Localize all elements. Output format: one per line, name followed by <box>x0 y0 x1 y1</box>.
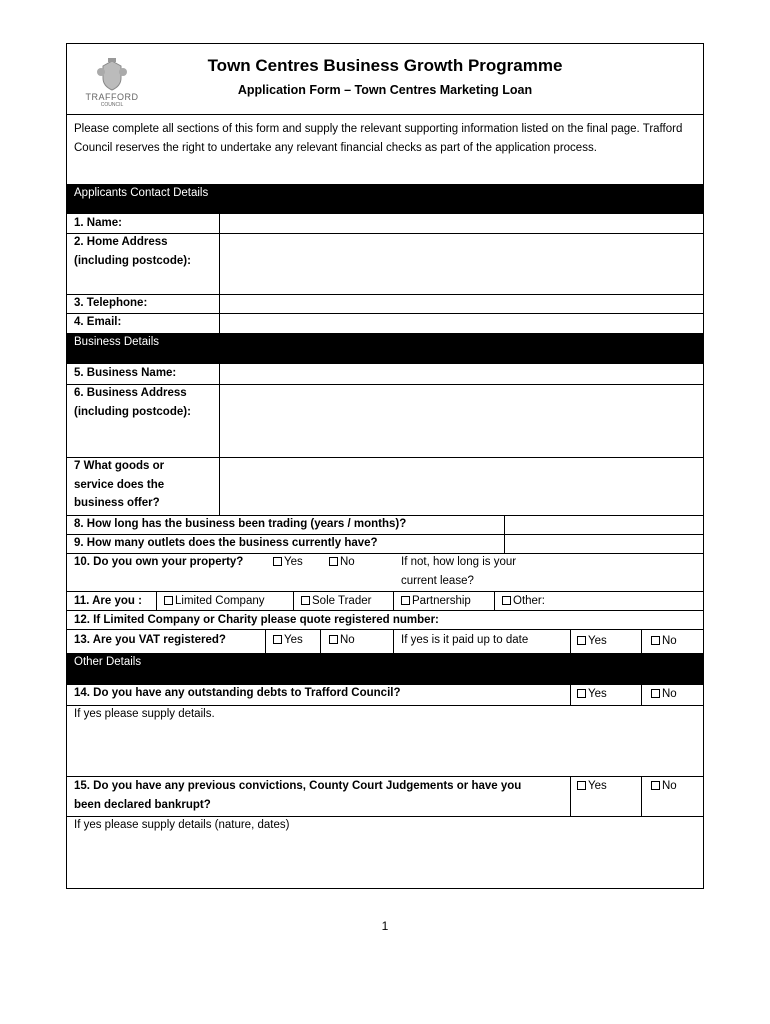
debts-details-field[interactable] <box>67 724 703 776</box>
vat-yes-checkbox[interactable]: Yes <box>273 631 303 650</box>
email-label: 4. Email: <box>74 316 122 328</box>
checkbox-icon <box>502 596 511 605</box>
checkbox-icon <box>273 635 282 644</box>
checkbox-icon <box>651 689 660 698</box>
checkbox-icon <box>301 596 310 605</box>
debts-no-checkbox[interactable]: No <box>651 685 677 704</box>
section-business-header: Business Details <box>67 333 703 364</box>
checkbox-icon <box>164 596 173 605</box>
convictions-label: 15. Do you have any previous convictions, County Court Judgements or have you been declared bankrupt? <box>74 780 522 811</box>
debts-yes-checkbox[interactable]: Yes <box>577 685 607 704</box>
page-title: Town Centres Business Growth Programme <box>207 56 563 75</box>
section-applicant-header: Applicants Contact Details <box>67 184 703 214</box>
business-name-field[interactable] <box>220 364 703 384</box>
checkbox-icon <box>577 689 586 698</box>
checkbox-icon <box>401 596 410 605</box>
intro-text: Please complete all sections of this form and supply the relevant supporting information listed on the final page. Trafford Council reserves the right to undertake any relevant financial checks as part of the application process. <box>74 123 683 154</box>
vat-paid-yes-checkbox[interactable]: Yes <box>577 632 607 651</box>
own-property-no-checkbox[interactable]: No <box>329 553 355 572</box>
name-label: 1. Name: <box>74 217 122 229</box>
convictions-yes-checkbox[interactable]: Yes <box>577 777 607 796</box>
checkbox-icon <box>577 781 586 790</box>
own-property-yes-checkbox[interactable]: Yes <box>273 553 303 572</box>
checkbox-icon <box>329 557 338 566</box>
vat-label: 13. Are you VAT registered? <box>74 634 226 646</box>
checkbox-icon <box>273 557 282 566</box>
home-address-field[interactable] <box>220 233 703 294</box>
lease-length-field[interactable] <box>537 553 703 591</box>
vat-no-checkbox[interactable]: No <box>329 631 355 650</box>
business-address-label: 6. Business Address (including postcode): <box>74 387 191 418</box>
checkbox-icon <box>577 636 586 645</box>
application-form <box>66 43 704 889</box>
business-address-field[interactable] <box>220 384 703 457</box>
registered-number-label: 12. If Limited Company or Charity please quote registered number: <box>74 614 439 626</box>
section-other-header: Other Details <box>67 653 703 685</box>
trading-duration-field[interactable] <box>505 515 703 534</box>
home-address-label: 2. Home Address (including postcode): <box>74 236 191 267</box>
other-checkbox[interactable]: Other: <box>502 592 545 611</box>
checkbox-icon <box>329 635 338 644</box>
page-number: 1 <box>381 919 389 933</box>
business-name-label: 5. Business Name: <box>74 367 177 379</box>
vat-paid-no-checkbox[interactable]: No <box>651 632 677 651</box>
goods-services-label: 7 What goods or service does the business offer? <box>74 460 165 509</box>
own-property-label: 10. Do you own your property? <box>74 556 244 568</box>
convictions-no-checkbox[interactable]: No <box>651 777 677 796</box>
trading-duration-label: 8. How long has the business been trading (years / months)? <box>74 518 407 530</box>
sole-trader-checkbox[interactable]: Sole Trader <box>301 592 371 611</box>
debts-details-label: If yes please supply details. <box>74 708 215 720</box>
vat-paid-label: If yes is it paid up to date <box>401 634 529 646</box>
partnership-checkbox[interactable]: Partnership <box>401 592 471 611</box>
business-type-label: 11. Are you : <box>74 595 142 607</box>
debts-label: 14. Do you have any outstanding debts to Trafford Council? <box>74 687 401 699</box>
convictions-details-field[interactable] <box>67 835 703 888</box>
logo-subtext: COUNCIL <box>100 102 124 108</box>
email-field[interactable] <box>220 313 703 332</box>
outlets-label: 9. How many outlets does the business currently have? <box>74 537 378 549</box>
convictions-details-label: If yes please supply details (nature, dates) <box>74 819 290 831</box>
telephone-field[interactable] <box>220 294 703 313</box>
page-subtitle: Application Form – Town Centres Marketing Loan <box>237 83 533 97</box>
telephone-label: 3. Telephone: <box>74 297 148 309</box>
registered-number-field[interactable] <box>472 611 703 629</box>
limited-company-checkbox[interactable]: Limited Company <box>164 592 264 611</box>
goods-services-field[interactable] <box>220 457 703 515</box>
checkbox-icon <box>651 781 660 790</box>
outlets-field[interactable] <box>505 534 703 553</box>
lease-length-label: If not, how long is your current lease? <box>401 556 517 587</box>
name-field[interactable] <box>220 214 703 233</box>
logo-text: TRAFFORD <box>85 92 139 102</box>
checkbox-icon <box>651 636 660 645</box>
